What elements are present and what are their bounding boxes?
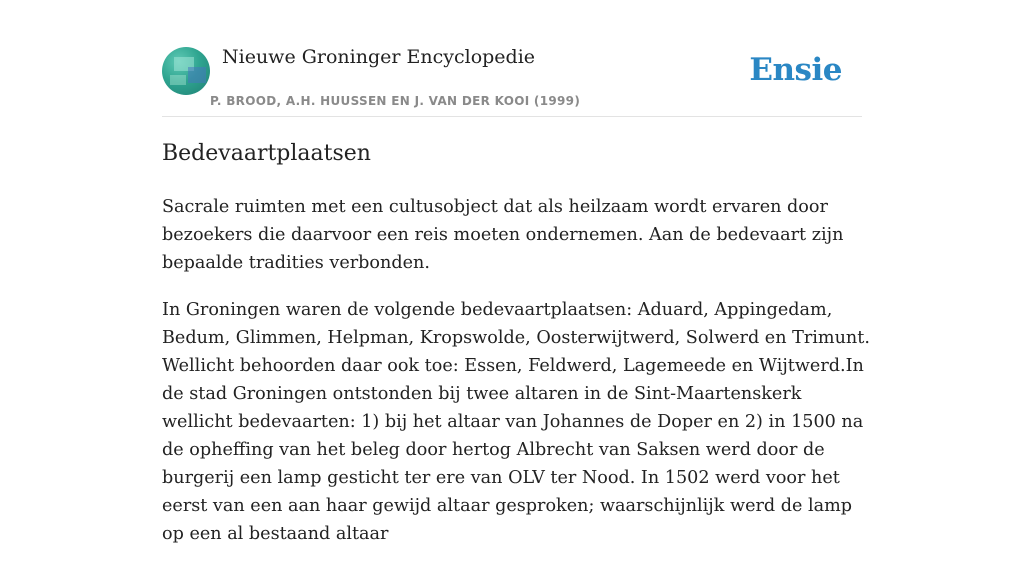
article-paragraph: Sacrale ruimten met een cultusobject dat als heilzaam wordt ervaren door bezoekers die daarvoor een reis moeten ondernemen. Aan de bedevaart zijn bepaalde tradities verbonden. — [162, 197, 844, 273]
article-body — [162, 193, 874, 567]
cover-tile — [188, 67, 206, 83]
header — [162, 46, 862, 117]
article-title: Bedevaartplaatsen — [162, 141, 371, 166]
cover-tile — [170, 75, 186, 85]
publication-cover-icon[interactable] — [162, 47, 210, 95]
publication-authors: P. BROOD, A.H. HUUSSEN EN J. VAN DER KOOI (1999) — [210, 94, 581, 108]
publication-title-link[interactable]: Nieuwe Groninger Encyclopedie — [222, 46, 536, 68]
brand-logo-link[interactable]: Ensie — [749, 52, 842, 88]
article-paragraph: In Groningen waren de volgende bedevaartplaatsen: Aduard, Appingedam, Bedum, Glimmen, Helpman, Kropswolde, Oosterwijtwerd, Solwerd en Trimunt. Wellicht behoorden daar ook toe: Essen, Feldwerd, Lagemeede en Wijtwerd.In de stad Groningen ontstonden bij twee altaren in de Sint-Maartenskerk wellicht bedevaarten: 1) bij het altaar van Johannes de Doper en 2) in 1500 na de opheffing van het beleg door hertog Albrecht van Saksen werd door de burgerij een lamp gesticht ter ere van OLV ter Nood. In 1502 werd voor het eerst van een aan haar gewijd altaar gesproken; waarschijnlijk werd de lamp op een al bestaand altaar — [162, 300, 870, 544]
